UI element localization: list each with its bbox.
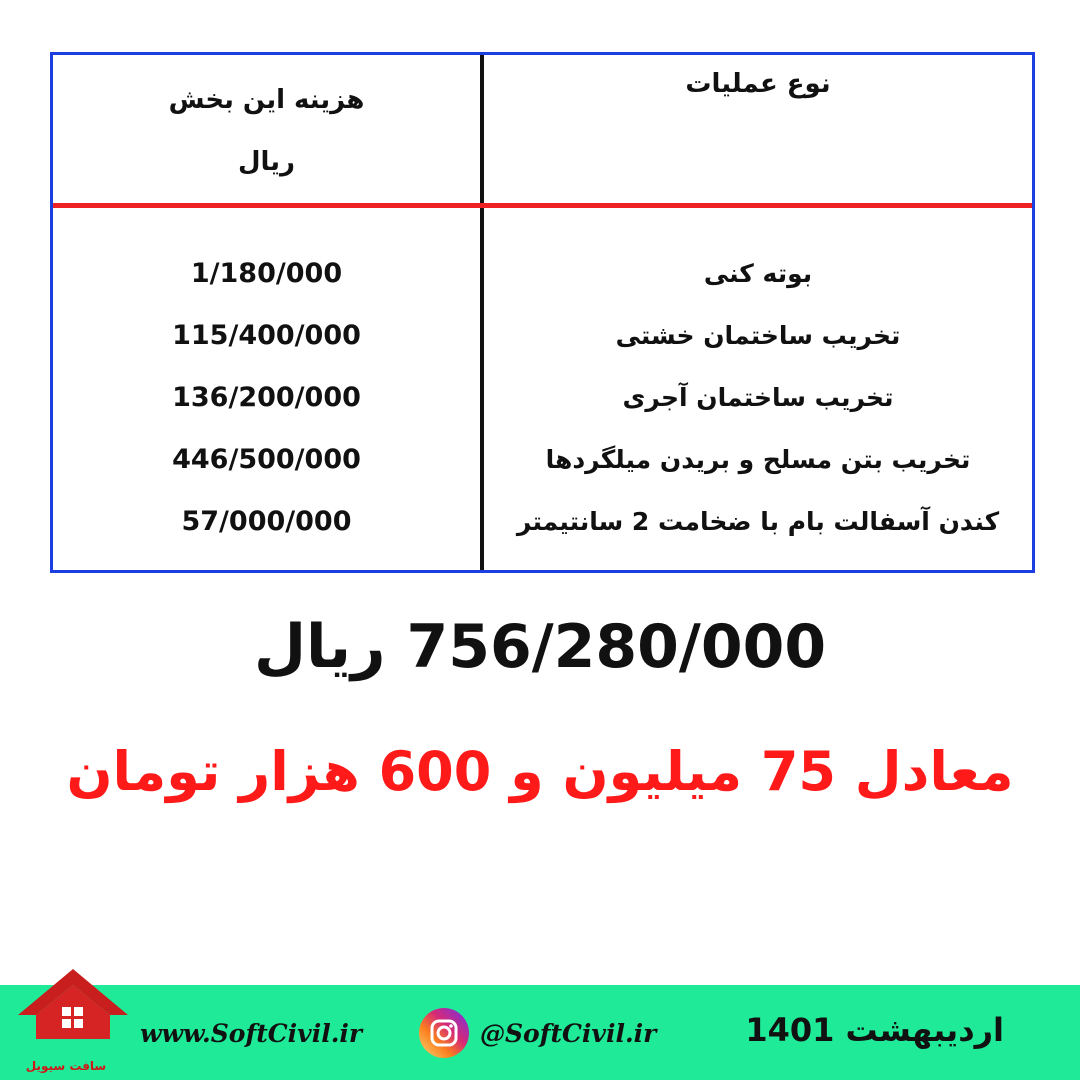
operation-cell: تخریب ساختمان آجری (622, 383, 894, 412)
footer-bar (0, 985, 1080, 1080)
cost-table (50, 52, 1035, 573)
header-cost (53, 69, 480, 193)
operation-cell: تخریب بتن مسلح و بریدن میلگردها (545, 445, 971, 474)
cost-cell: 446/500/000 (172, 444, 361, 475)
cost-cell: 115/400/000 (172, 320, 361, 351)
total-amount: 756/280/000 ریال (253, 612, 827, 682)
date-label: اردیبهشت 1401 (745, 1011, 1004, 1049)
instagram-icon (418, 1007, 470, 1059)
logo-text: سافت سیویل (25, 1059, 107, 1073)
header-divider (53, 203, 1032, 208)
cost-column (53, 243, 480, 553)
cost-cell: 136/200/000 (172, 382, 361, 413)
header-cost-title: هزینه این بخش (168, 85, 365, 115)
operation-cell: کندن آسفالت بام با ضخامت 2 سانتیمتر (516, 507, 1000, 536)
operation-cell: تخریب ساختمان خشتی (615, 321, 901, 350)
website-link[interactable]: www.SoftCivil.ir (140, 1019, 363, 1048)
header-cost-unit: ریال (237, 147, 296, 177)
operation-cell: بوته کنی (703, 259, 813, 288)
cost-cell: 1/180/000 (190, 258, 343, 289)
equivalent-amount: معادل 75 میلیون و 600 هزار تومان (66, 740, 1014, 803)
instagram-handle[interactable]: @SoftCivil.ir (480, 1019, 657, 1048)
cost-cell: 57/000/000 (181, 506, 352, 537)
operation-column (484, 243, 1032, 553)
header-operation: نوع عملیات (685, 69, 831, 99)
